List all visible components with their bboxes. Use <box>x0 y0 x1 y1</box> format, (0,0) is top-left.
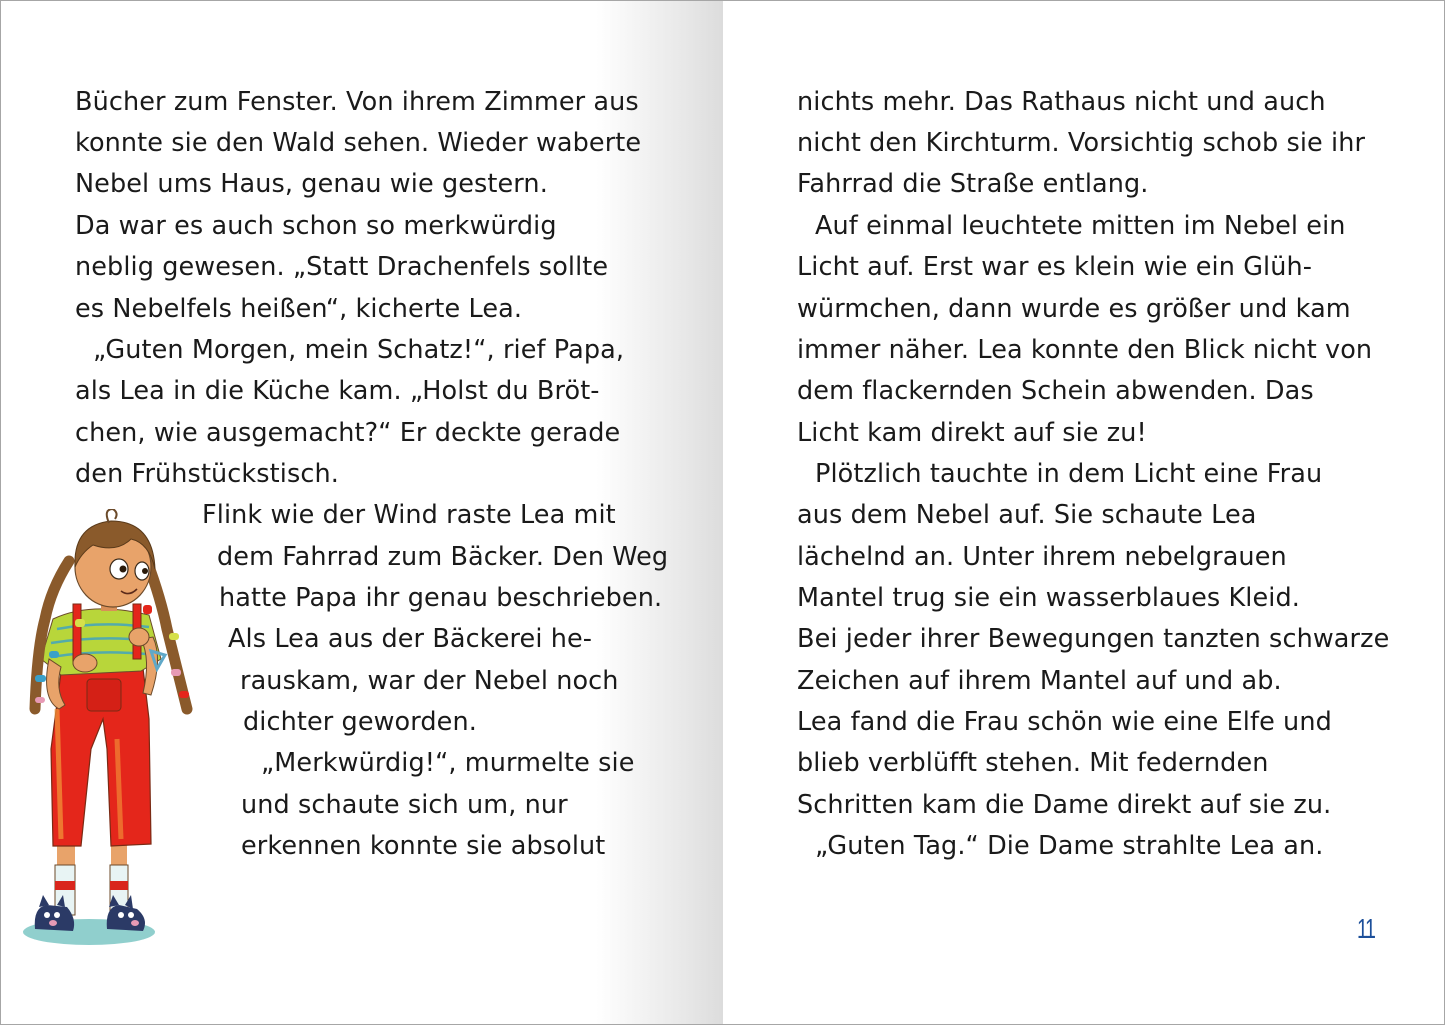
text-line: Plötzlich tauchte in dem Licht eine Frau <box>815 459 1323 489</box>
text-line: blieb verblüfft stehen. Mit federnden <box>797 748 1269 778</box>
text-line: Da war es auch schon so merkwürdig <box>75 211 557 241</box>
text-line: nicht den Kirchturm. Vorsichtig schob sie ihr <box>797 128 1366 158</box>
left-page <box>1 1 723 1024</box>
text-line: dichter geworden. <box>243 707 477 737</box>
text-line: Licht kam direkt auf sie zu! <box>797 418 1147 448</box>
text-line: immer näher. Lea konnte den Blick nicht von <box>797 335 1373 365</box>
text-line: „Merkwürdig!“, murmelte sie <box>261 748 635 778</box>
text-line: Bei jeder ihrer Bewegungen tanzten schwarze <box>797 624 1390 654</box>
girl-illustration <box>21 509 211 954</box>
text-line: dem flackernden Schein abwenden. Das <box>797 376 1314 406</box>
text-line: den Frühstückstisch. <box>75 459 339 489</box>
text-line: „Guten Morgen, mein Schatz!“, rief Papa, <box>93 335 625 365</box>
text-line: Licht auf. Erst war es klein wie ein Glüh- <box>797 252 1313 282</box>
text-line: Schritten kam die Dame direkt auf sie zu. <box>797 790 1332 820</box>
text-line: Auf einmal leuchtete mitten im Nebel ein <box>815 211 1346 241</box>
text-line: Bücher zum Fenster. Von ihrem Zimmer aus <box>75 87 639 117</box>
text-line: würmchen, dann wurde es größer und kam <box>797 294 1351 324</box>
text-line: lächelnd an. Unter ihrem nebelgrauen <box>797 542 1287 572</box>
text-line: Mantel trug sie ein wasserblaues Kleid. <box>797 583 1300 613</box>
text-line: Lea fand die Frau schön wie eine Elfe und <box>797 707 1332 737</box>
text-line: hatte Papa ihr genau beschrieben. <box>219 583 663 613</box>
text-line: konnte sie den Wald sehen. Wieder waberte <box>75 128 642 158</box>
text-line: nichts mehr. Das Rathaus nicht und auch <box>797 87 1326 117</box>
text-line: erkennen konnte sie absolut <box>241 831 606 861</box>
text-line: Zeichen auf ihrem Mantel auf und ab. <box>797 666 1282 696</box>
text-line: Als Lea aus der Bäckerei he- <box>228 624 593 654</box>
right-page <box>723 1 1444 1024</box>
text-line: als Lea in die Küche kam. „Holst du Bröt- <box>75 376 600 406</box>
text-line: neblig gewesen. „Statt Drachenfels sollte <box>75 252 609 282</box>
text-line: chen, wie ausgemacht?“ Er deckte gerade <box>75 418 621 448</box>
text-line: und schaute sich um, nur <box>241 790 568 820</box>
text-line: Fahrrad die Straße entlang. <box>797 169 1149 199</box>
text-line: dem Fahrrad zum Bäcker. Den Weg <box>217 542 669 572</box>
text-line: rauskam, war der Nebel noch <box>240 666 619 696</box>
text-line: Flink wie der Wind raste Lea mit <box>202 500 616 530</box>
text-line: aus dem Nebel auf. Sie schaute Lea <box>797 500 1257 530</box>
text-line: es Nebelfels heißen“, kicherte Lea. <box>75 294 523 324</box>
text-line: „Guten Tag.“ Die Dame strahlte Lea an. <box>815 831 1324 861</box>
text-line: Nebel ums Haus, genau wie gestern. <box>75 169 548 199</box>
page-number: 11 <box>1357 913 1375 944</box>
